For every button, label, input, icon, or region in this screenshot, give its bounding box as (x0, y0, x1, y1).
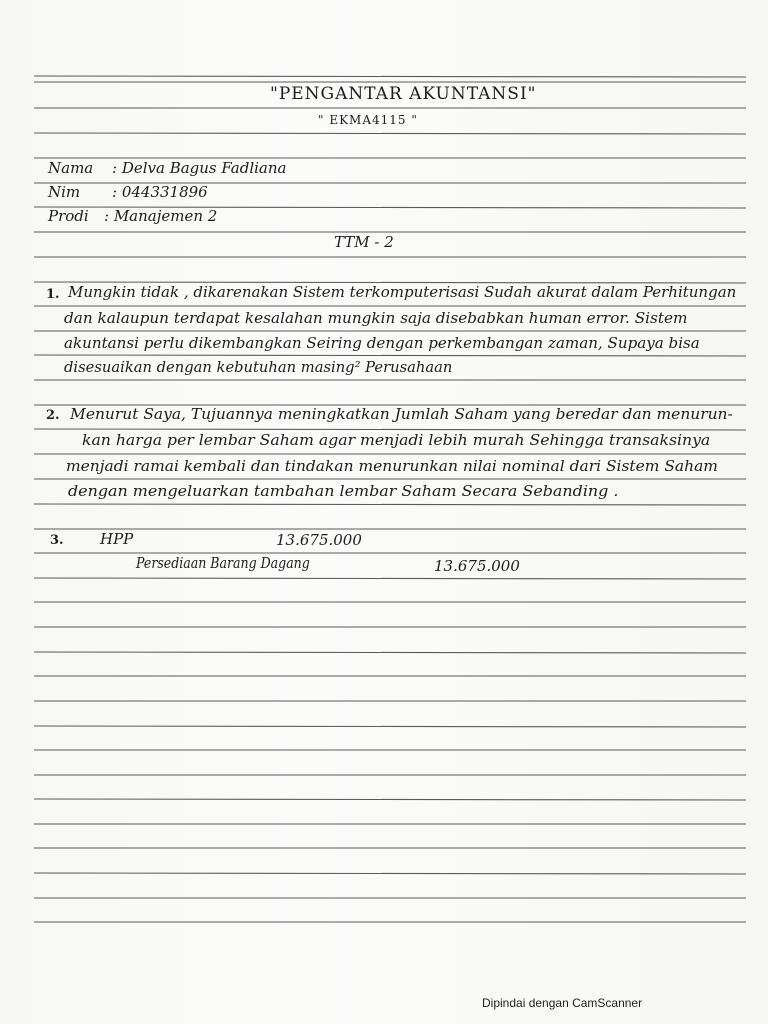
ruled-line (34, 799, 746, 800)
answer-3-number: 3. (50, 533, 64, 548)
answer-1-line: disesuaikan dengan kebutuhan masing² Perusahaan (64, 358, 453, 376)
label-nim: Nim (48, 183, 81, 201)
doc-title: "PENGANTAR AKUNTANSI" (270, 84, 537, 104)
ruled-line (34, 133, 746, 134)
answer-1-line: Mungkin tidak , dikarenakan Sistem terkomputerisasi Sudah akurat dalam Perhitungan (68, 283, 737, 301)
value-nama: : Delva Bagus Fadliana (112, 159, 287, 177)
answer-1-number: 1. (46, 287, 60, 302)
journal-credit-account: Persediaan Barang Dagang (136, 554, 310, 572)
label-prodi: Prodi (48, 207, 89, 225)
ruled-line (34, 873, 746, 874)
answer-1-line: dan kalaupun terdapat kesalahan mungkin saja disebabkan human error. Sistem (64, 309, 688, 327)
course-code: " EKMA4115 " (318, 113, 418, 127)
journal-debit-account: HPP (100, 530, 134, 548)
journal-credit-amount: 13.675.000 (434, 557, 520, 575)
answer-2-line: Menurut Saya, Tujuannya meningkatkan Jumlah Saham yang beredar dan menurun- (70, 405, 733, 423)
ruled-line (34, 652, 746, 653)
ruled-line (34, 726, 746, 727)
answer-2-line: menjadi ramai kembali dan tindakan menurunkan nilai nominal dari Sistem Saham (66, 457, 718, 475)
ruled-line (34, 578, 746, 579)
ruled-line (34, 504, 746, 505)
answer-2-line: kan harga per lembar Saham agar menjadi lebih murah Sehingga transaksinya (82, 431, 711, 449)
value-prodi: : Manajemen 2 (104, 207, 218, 225)
camscanner-footer: Dipindai dengan CamScanner (482, 996, 643, 1010)
label-nama: Nama (48, 159, 94, 177)
session-label: TTM - 2 (334, 233, 394, 251)
answer-1-line: akuntansi perlu dikembangkan Seiring dengan perkembangan zaman, Supaya bisa (64, 334, 700, 352)
ruled-line (34, 355, 746, 356)
answer-2-line: dengan mengeluarkan tambahan lembar Saham Secara Sebanding . (68, 482, 619, 500)
value-nim: : 044331896 (112, 183, 208, 201)
ruled-line (34, 429, 746, 430)
answer-2-number: 2. (46, 408, 60, 423)
journal-debit-amount: 13.675.000 (276, 531, 362, 549)
ruled-line (34, 76, 746, 77)
